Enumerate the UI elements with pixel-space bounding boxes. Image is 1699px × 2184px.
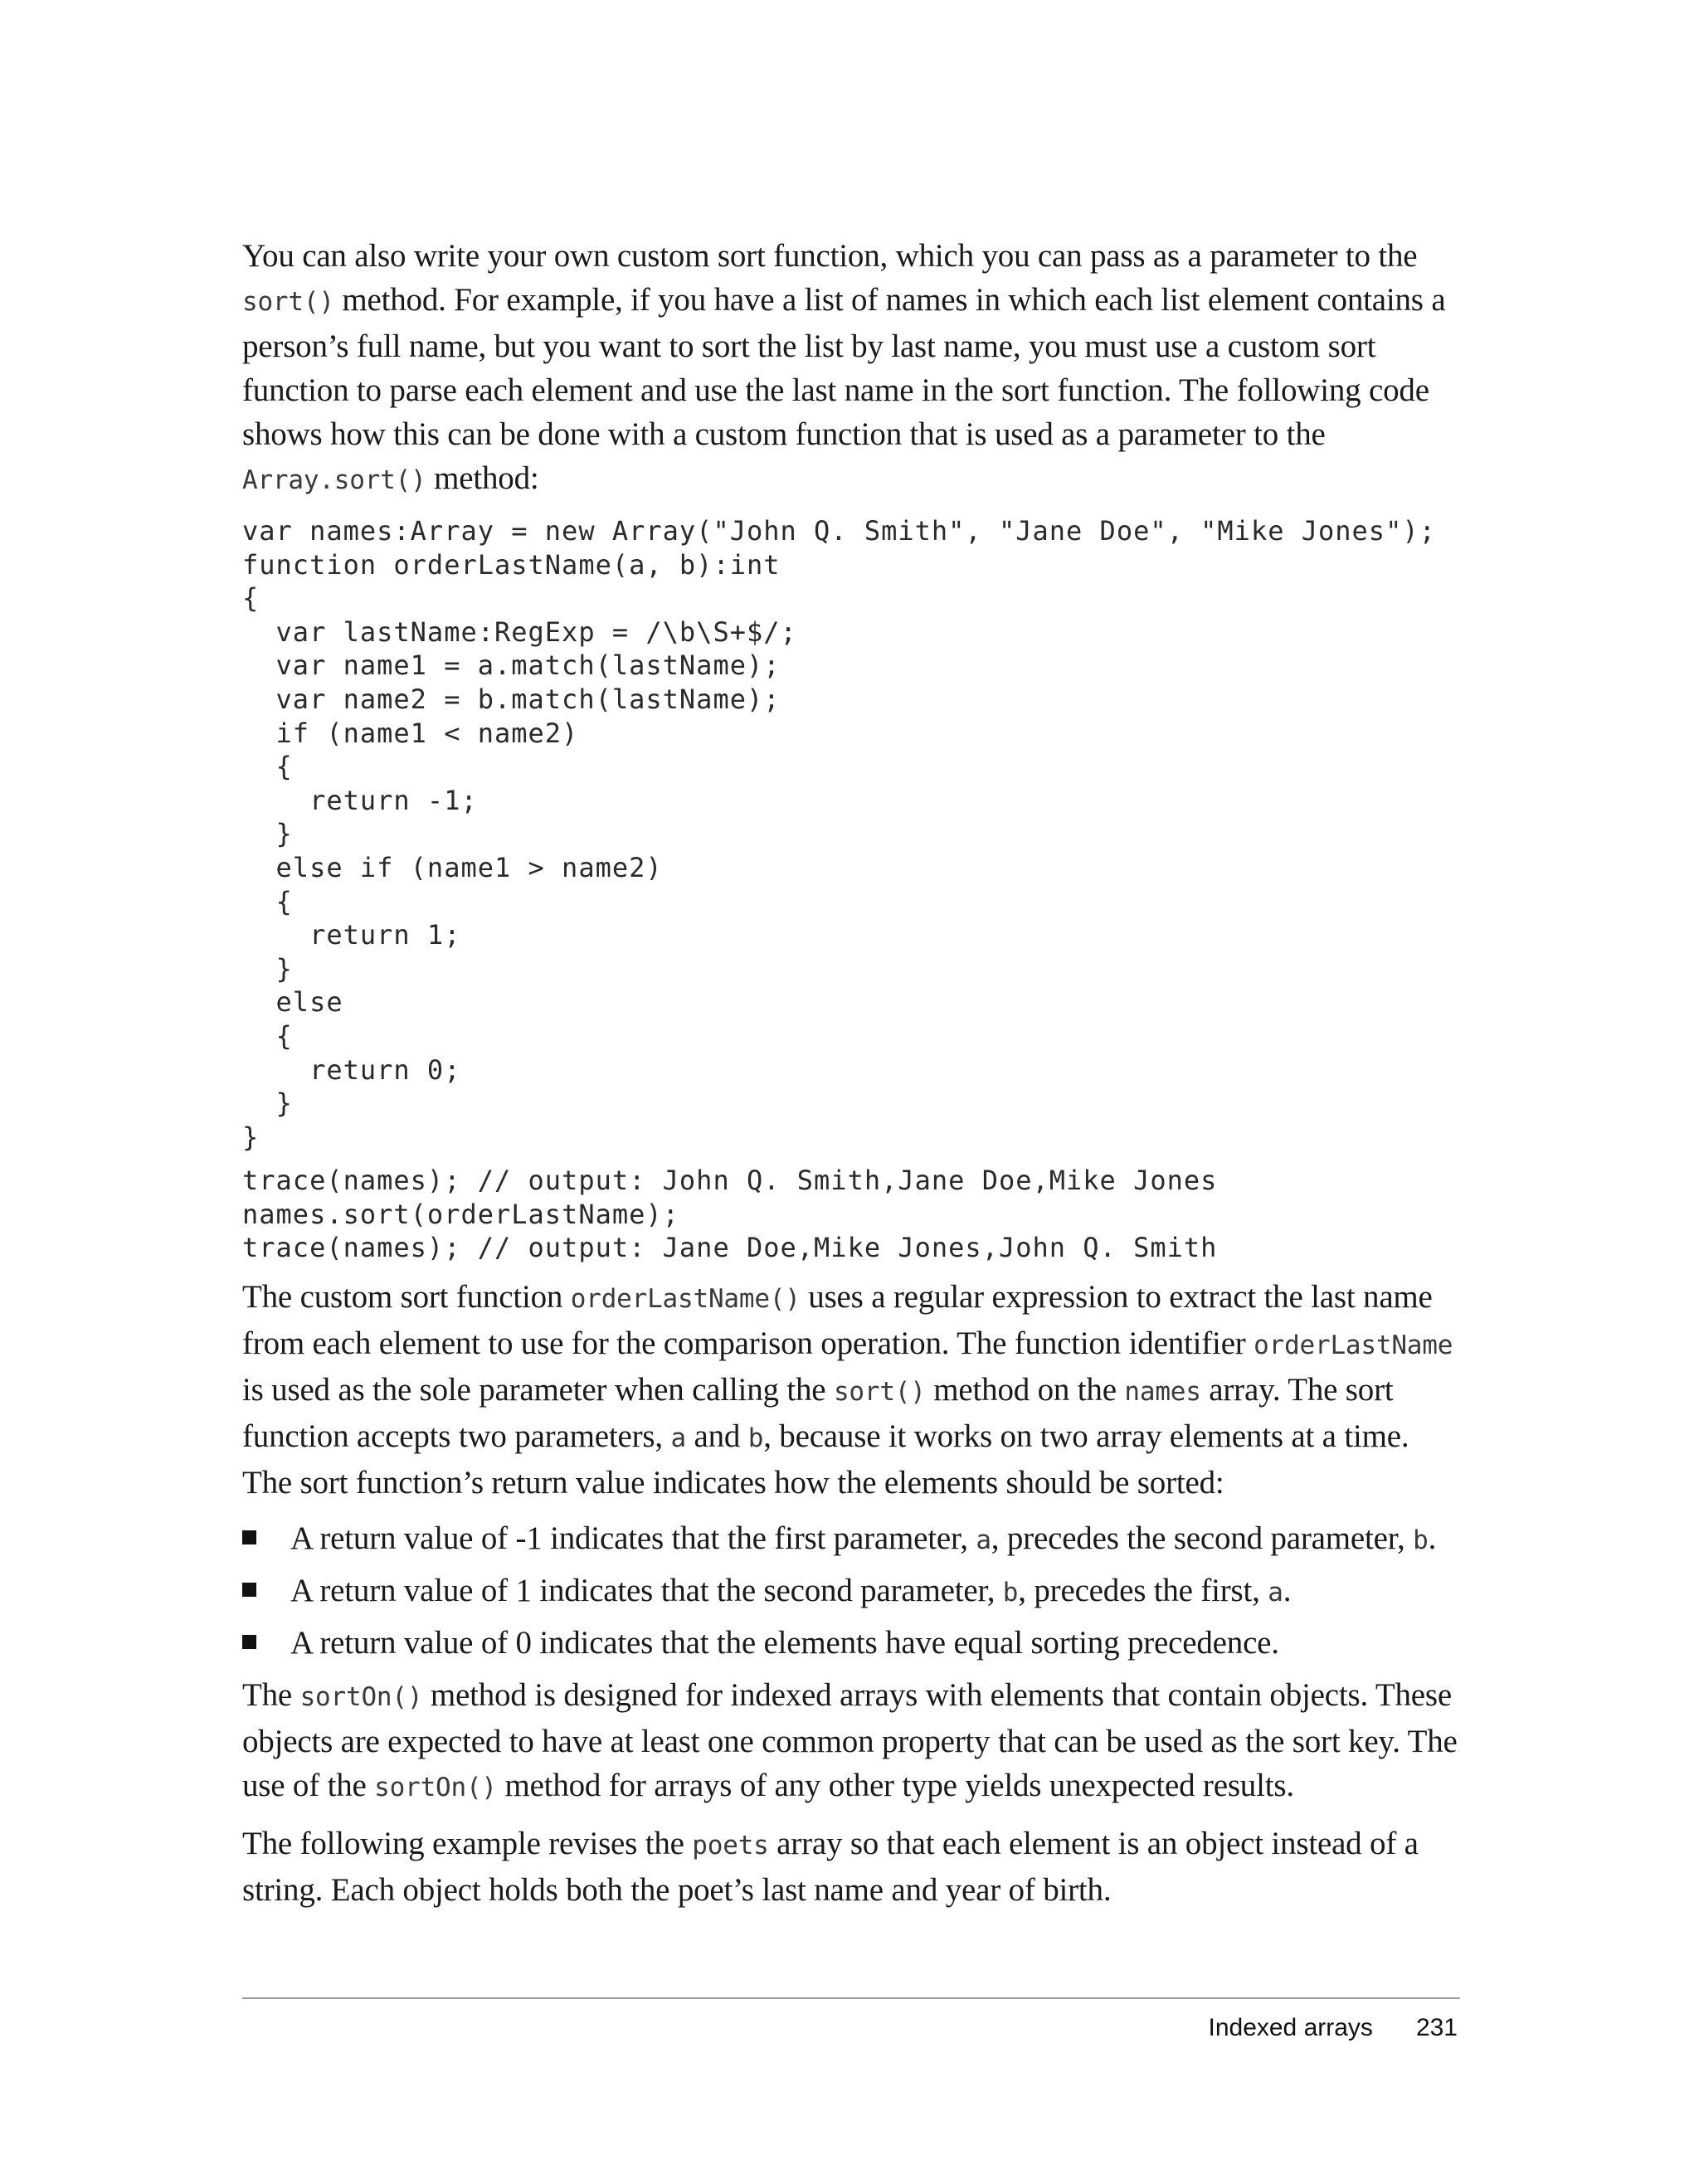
- inline-code: Array.sort(): [242, 465, 426, 495]
- code-line: var names:Array = new Array("John Q. Smith", "Jane Doe", "Mike Jones");: [242, 515, 1436, 547]
- code-line: var lastName:RegExp = /\b\S+$/;: [242, 615, 797, 648]
- code-line: {: [242, 582, 260, 615]
- text-run: uses a regular expression to extract the last name from each element to use for the comparison operation. The function identifier: [242, 1279, 1433, 1362]
- inline-code: sortOn(): [299, 1682, 423, 1713]
- text-run: , because it works on two array elements at a time. The sort function’s return value indicates how the elements should be sorted:: [242, 1418, 1409, 1501]
- code-line: trace(names); // output: Jane Doe,Mike Jones,John Q. Smith: [242, 1232, 1218, 1264]
- code-line: return 0;: [242, 1053, 461, 1086]
- text-run: method:: [426, 460, 539, 496]
- code-block-trace: [242, 1164, 1460, 1265]
- inline-code: poets: [692, 1831, 769, 1861]
- bullet-list: [242, 1516, 1460, 1665]
- code-line: }: [242, 1121, 260, 1153]
- text-run: method is designed for indexed arrays with elements that contain objects. These objects are expected to have at least one common property that can be used as the sort key. The use of the: [242, 1677, 1458, 1804]
- explain-paragraph: [242, 1275, 1460, 1505]
- text-run: .: [1283, 1573, 1292, 1609]
- inline-code: a: [976, 1525, 991, 1556]
- text-run: A return value of -1 indicates that the first parameter,: [290, 1520, 976, 1557]
- inline-code: sort(): [833, 1377, 926, 1408]
- text-run: , precedes the first,: [1018, 1573, 1268, 1609]
- inline-code: b: [1002, 1578, 1019, 1608]
- code-line: names.sort(orderLastName);: [242, 1198, 679, 1230]
- bullet-item: [242, 1516, 1460, 1563]
- bullet-item: [242, 1569, 1460, 1615]
- text-run: .: [1428, 1520, 1437, 1557]
- inline-code: names: [1124, 1377, 1201, 1408]
- code-line: trace(names); // output: John Q. Smith,Jane Doe,Mike Jones: [242, 1165, 1218, 1197]
- text-run: The following example revises the: [242, 1826, 693, 1862]
- inline-code: b: [1413, 1525, 1429, 1556]
- code-line: }: [242, 818, 293, 850]
- code-line: {: [242, 751, 293, 783]
- poets-paragraph: [242, 1822, 1460, 1912]
- text-run: The: [242, 1677, 300, 1714]
- text-run: array so that each element is an object instead of a string. Each object holds both the poet’s last name and year of birth.: [242, 1826, 1419, 1909]
- inline-code: a: [670, 1423, 686, 1454]
- code-line: var name1 = a.match(lastName);: [242, 649, 781, 682]
- code-block-sort-function: [242, 514, 1460, 1154]
- text-run: The custom sort function: [242, 1279, 571, 1316]
- text-run: is used as the sole parameter when calling the: [242, 1372, 834, 1408]
- inline-code: sortOn(): [374, 1773, 497, 1803]
- code-line: var name2 = b.match(lastName);: [242, 683, 781, 715]
- inline-code: orderLastName: [1254, 1330, 1453, 1361]
- text-run: and: [685, 1418, 748, 1455]
- page-footer: [1208, 2014, 1458, 2042]
- code-line: {: [242, 1019, 293, 1052]
- code-line: function orderLastName(a, b):int: [242, 548, 781, 581]
- inline-code: orderLastName(): [570, 1284, 801, 1315]
- text-run: method for arrays of any other type yields unexpected results.: [496, 1768, 1294, 1804]
- text-run: method. For example, if you have a list of names in which each list element contains a person’s full name, but you want to sort the list by last name, you must use a custom sort function to parse each element and use the last name in the sort function. The following code shows how this can be done with a custom function that is used as a parameter to the: [242, 282, 1446, 452]
- footer-section-title: Indexed arrays: [1208, 2014, 1373, 2041]
- inline-code: a: [1268, 1578, 1283, 1608]
- code-line: if (name1 < name2): [242, 717, 579, 749]
- square-bullet-icon: [242, 1583, 256, 1597]
- code-line: else: [242, 986, 343, 1019]
- square-bullet-icon: [242, 1530, 256, 1544]
- page-content: [242, 234, 1460, 1924]
- bullet-item: [242, 1621, 1460, 1665]
- text-run: , precedes the second parameter,: [991, 1520, 1414, 1557]
- text-run: A return value of 1 indicates that the second parameter,: [290, 1573, 1003, 1609]
- footer-divider: [242, 1997, 1460, 1999]
- code-line: return -1;: [242, 784, 478, 816]
- text-run: You can also write your own custom sort function, which you can pass as a parameter to the: [242, 238, 1418, 274]
- intro-paragraph: [242, 234, 1460, 503]
- inline-code: b: [747, 1423, 764, 1454]
- code-line: }: [242, 1087, 293, 1120]
- code-line: {: [242, 885, 293, 917]
- inline-code: sort(): [242, 287, 334, 317]
- code-line: return 1;: [242, 919, 461, 951]
- text-run: array. The sort function accepts two parameters,: [242, 1372, 1394, 1455]
- square-bullet-icon: [242, 1635, 256, 1649]
- code-line: }: [242, 952, 293, 985]
- code-line: else if (name1 > name2): [242, 851, 663, 883]
- text-run: method on the: [925, 1372, 1125, 1408]
- page-number: 231: [1415, 2014, 1458, 2041]
- sorton-paragraph: [242, 1673, 1460, 1810]
- text-run: A return value of 0 indicates that the elements have equal sorting precedence.: [290, 1625, 1279, 1661]
